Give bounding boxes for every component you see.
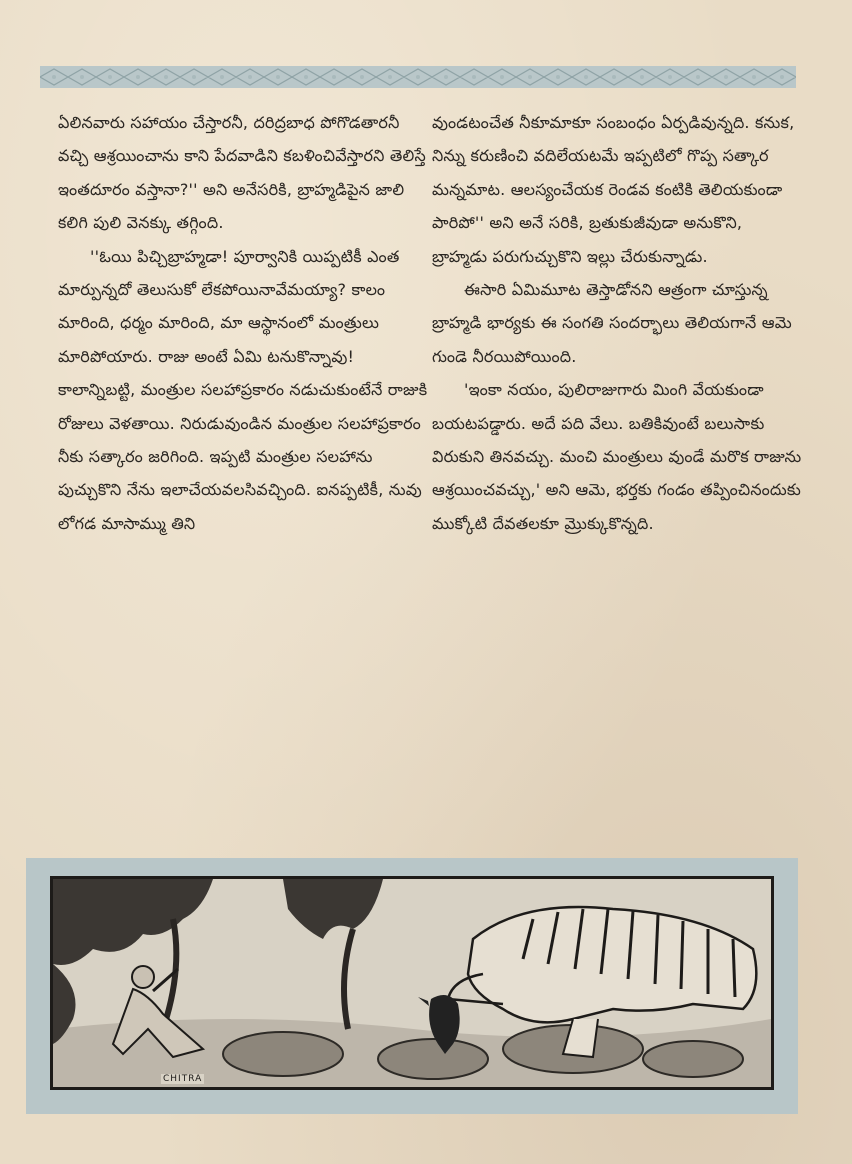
- illustration-frame: [50, 876, 774, 1090]
- left-paragraph-1: ఏలినవారు సహాయం చేస్తారనీ, దరిద్రబాధ పోగొడతారనీ వచ్చి ఆశ్రయించాను కాని పేదవాడిని కబళించివేస్తారని తెలిస్తే ఇంతదూరం వస్తానా?'' అని అనేసరికి, బ్రాహ్మడిపైన జాలి కలిగి పులి వెనక్కు తగ్గింది.: [58, 113, 426, 233]
- right-paragraph-2: ఈసారి ఏమిమూట తెస్తాడోనని ఆత్రంగా చూస్తున్న బ్రాహ్మడి భార్యకు ఈ సంగతి సందర్భాలు తెలియగానే ఆమె గుండె నీరయిపోయింది.: [432, 280, 792, 366]
- tiger-and-brahmin-illustration: [53, 879, 771, 1087]
- left-text-column: [58, 106, 428, 540]
- ornament-pattern: [40, 66, 796, 88]
- left-paragraph-2: ''ఓయి పిచ్చిబ్రాహ్మడా! పూర్వానికి యిప్పటికీ ఎంత మార్పున్నదో తెలుసుకో లేకపోయినావేమయ్యా? కాలం మారింది, ధర్మం మారింది, మా ఆస్థానంలో మంత్రులు మారిపోయారు. రాజు అంటే ఏమి టనుకొన్నావు! కాలాన్నిబట్టి, మంత్రుల సలహాప్రకారం నడుచుకుంటేనే రాజుకి రోజులు వెళతాయి. నిరుడువుండిన మంత్రుల సలహాప్రకారం నీకు సత్కారం జరిగింది. ఇప్పటి మంత్రుల సలహాను పుచ్చుకొని నేను ఇలాచేయవలసివచ్చింది. ఐనప్పటికీ, నువు లోగడ మాసామ్ము తిని: [58, 246, 428, 533]
- illustration-panel: [26, 858, 798, 1114]
- header-ornament-band: [40, 66, 796, 88]
- right-paragraph-1: వుండటంచేత నీకూమాకూ సంబంధం ఏర్పడివున్నది. కనుక, నిన్ను కరుణించి వదిలేయటమే ఇప్పటిలో గొప్ప సత్కార మన్నమాట. ఆలస్యంచేయక రెండవ కంటికి తెలియకుండా పారిపో'' అని అనే సరికి, బ్రతుకుజీవుడా అనుకొని, బ్రాహ్మడు పరుగుచ్చుకొని ఇల్లు చేరుకున్నాడు.: [432, 113, 795, 266]
- right-paragraph-3: 'ఇంకా నయం, పులిరాజుగారు మింగి వేయకుండా బయటపడ్డారు. అదే పది వేలు. బతికివుంటే బలుసాకు విరుకుని తినవచ్చు. మంచి మంత్రులు వుండే మరొక రాజును ఆశ్రయించవచ్చు,' అని ఆమె, భర్తకు గండం తప్పించినందుకు ముక్కోటి దేవతలకూ మ్రొక్కుకొన్నది.: [432, 380, 802, 533]
- right-text-column: [432, 106, 802, 540]
- artist-signature: CHITRA: [163, 1074, 203, 1084]
